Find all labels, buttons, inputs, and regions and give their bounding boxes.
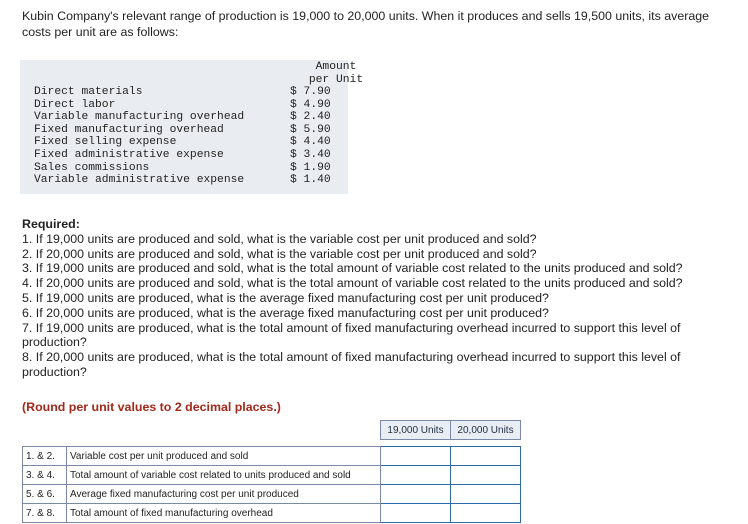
cost-label: Variable manufacturing overhead [34, 111, 245, 124]
required-item: 6. If 20,000 units are produced, what is the average fixed manufacturing cost per unit produced? [22, 305, 549, 320]
requirement-code: 7. & 8. [23, 504, 67, 523]
requirement-description: Total amount of fixed manufacturing overhead [67, 504, 381, 523]
cost-label: Sales commissions [34, 161, 150, 174]
cost-per-unit-table [20, 60, 364, 194]
cost-label: Fixed selling expense [34, 136, 177, 149]
cost-label: Direct materials [34, 86, 143, 98]
answer-row [23, 485, 521, 504]
cost-row [34, 149, 354, 162]
cost-amount: $ 7.90 [290, 86, 331, 98]
cost-row [34, 99, 354, 112]
required-item: 4. If 20,000 units are produced and sold, what is the total amount of variable cost related to the units produced and sold? [22, 276, 683, 291]
required-item: 2. If 20,000 units are produced and sold, what is the variable cost per unit produced and sold? [22, 246, 537, 261]
required-item: 7. If 19,000 units are produced, what is the total amount of fixed manufacturing overhead incurred to support this level of production? [22, 320, 681, 350]
answer-header-row [23, 421, 521, 440]
cost-row [34, 162, 354, 175]
answer-row [23, 466, 521, 485]
required-item: 1. If 19,000 units are produced and sold, what is the variable cost per unit produced and sold? [22, 231, 537, 246]
answer-input-19000-row2[interactable] [384, 467, 447, 483]
requirement-description: Variable cost per unit produced and sold [67, 447, 381, 466]
answer-input-20000-row3[interactable] [454, 486, 517, 502]
requirement-code: 1. & 2. [23, 447, 67, 466]
required-item: 5. If 19,000 units are produced, what is the average fixed manufacturing cost per unit produced? [22, 290, 549, 305]
cost-label: Fixed administrative expense [34, 149, 224, 161]
answer-input-19000-row4[interactable] [384, 505, 447, 521]
answer-row [23, 447, 521, 466]
cost-amount: $ 2.40 [290, 111, 331, 124]
cost-label: Fixed manufacturing overhead [34, 123, 224, 136]
requirement-description: Average fixed manufacturing cost per unit produced [67, 485, 381, 504]
cost-row [34, 86, 354, 99]
column-header-19000: 19,000 Units [381, 421, 451, 440]
cost-amount: $ 1.90 [290, 161, 331, 174]
cost-amount: $ 3.40 [290, 149, 331, 161]
cost-label: Variable administrative expense [34, 174, 245, 187]
cost-amount: $ 4.40 [290, 136, 331, 149]
rounding-instruction: (Round per unit values to 2 decimal places.) [22, 400, 281, 414]
answer-input-20000-row2[interactable] [454, 467, 517, 483]
cost-row [34, 111, 354, 124]
requirement-description: Total amount of variable cost related to units produced and sold [67, 466, 381, 485]
answer-row [23, 504, 521, 523]
requirement-code: 5. & 6. [23, 485, 67, 504]
answer-input-20000-row4[interactable] [454, 505, 517, 521]
cost-amount: $ 5.90 [290, 123, 331, 136]
amount-per-unit-header: Amount per Unit [308, 61, 364, 86]
answer-input-19000-row1[interactable] [384, 448, 447, 464]
problem-intro: Kubin Company's relevant range of production is 19,000 to 20,000 units. When it produces and sells 19,500 units, its average costs per unit are as follows: [22, 9, 710, 39]
required-section [22, 217, 738, 380]
required-title: Required: [22, 217, 80, 231]
cost-amount: $ 4.90 [290, 98, 331, 111]
answer-table [22, 420, 521, 523]
column-header-20000: 20,000 Units [451, 421, 521, 440]
requirement-code: 3. & 4. [23, 466, 67, 485]
answer-input-20000-row1[interactable] [454, 448, 517, 464]
cost-row [34, 136, 354, 149]
required-item: 8. If 20,000 units are produced, what is the total amount of fixed manufacturing overhead incurred to support this level of production? [22, 350, 681, 379]
answer-input-19000-row3[interactable] [384, 486, 447, 502]
cost-row [34, 124, 354, 137]
required-item: 3. If 19,000 units are produced and sold, what is the total amount of variable cost related to the units produced and sold? [22, 261, 683, 276]
cost-label: Direct labor [34, 98, 116, 111]
cost-row [34, 174, 354, 187]
cost-amount: $ 1.40 [290, 174, 331, 187]
